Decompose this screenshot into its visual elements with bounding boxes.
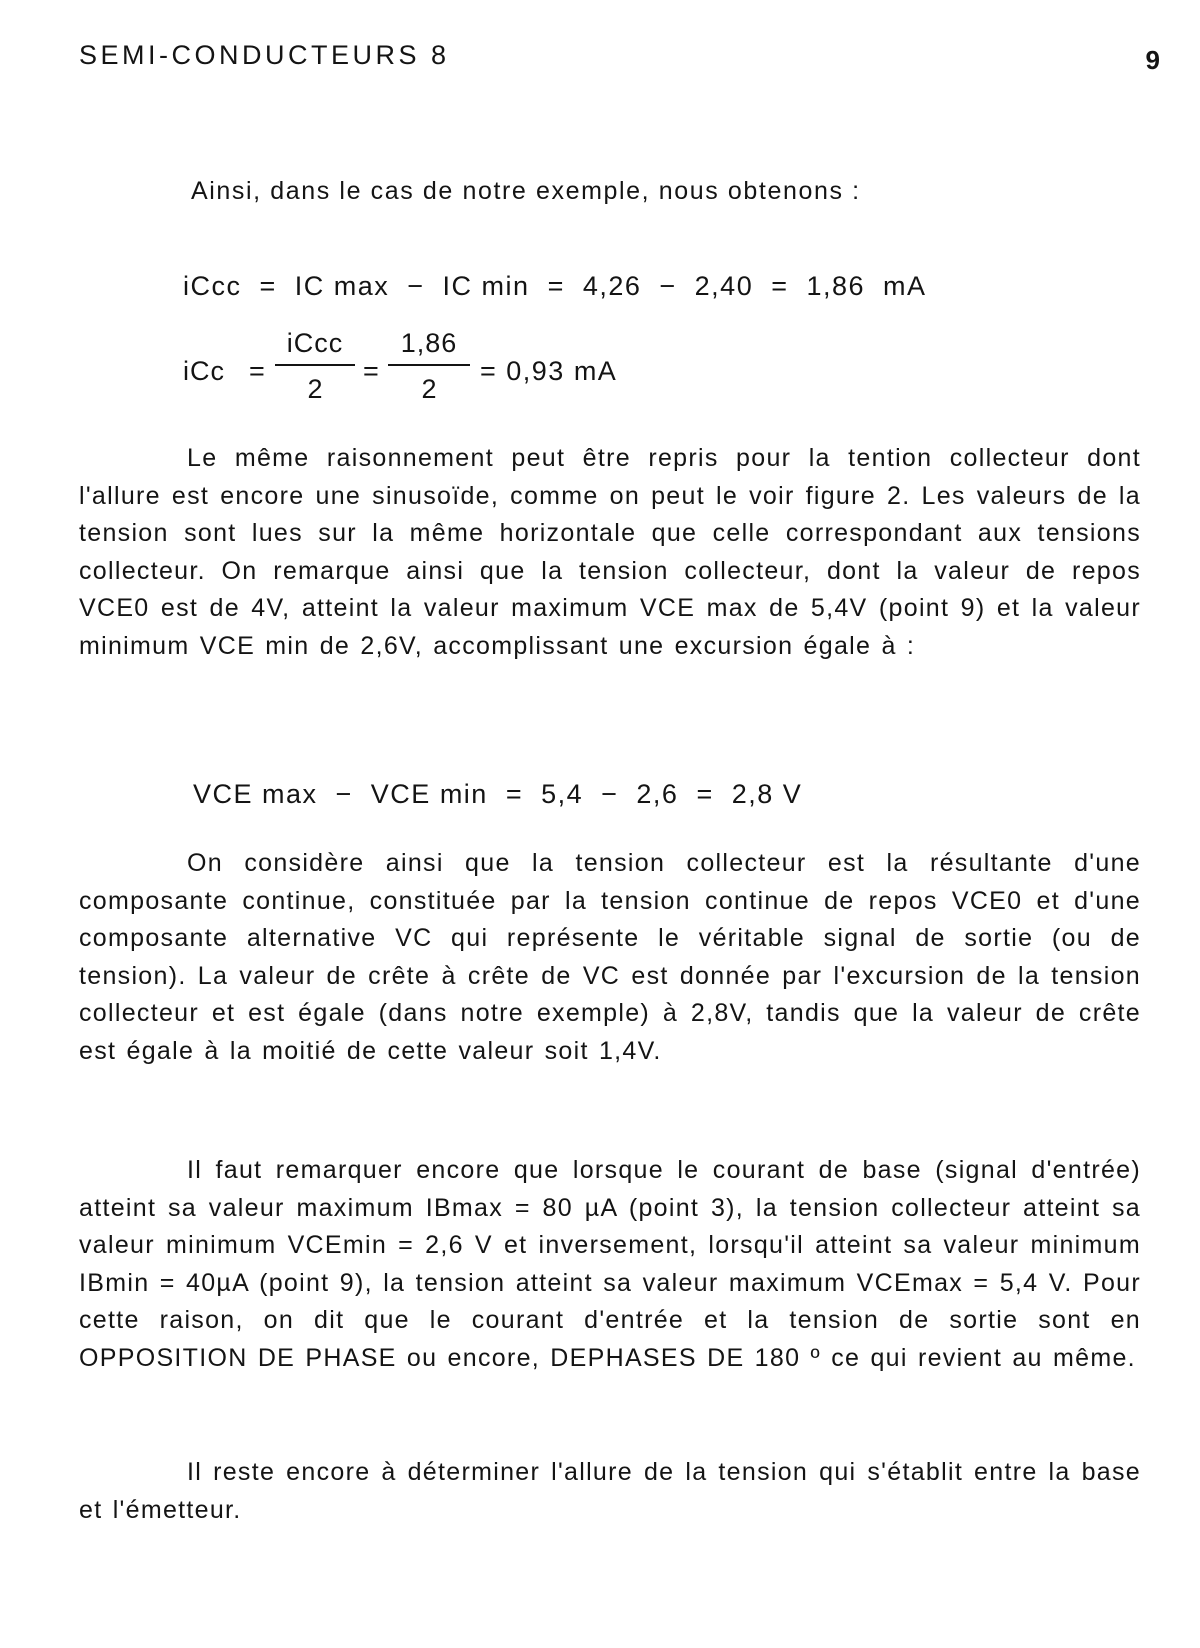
paragraph-text: Le même raisonnement peut être repris pour la tention collecteur dont l'allure est encore une sinusoïde, comme on peut le voir figure 2. Les valeurs de la tension sont lues sur la même horizontale que celle correspondant aux tensions collecteur. On remarque ainsi que la tension collecteur, dont la valeur de repos VCE0 est de 4V, atteint la valeur maximum VCE max de 5,4V (point 9) et la valeur minimum VCE min de 2,6V, accomplissant une excursion égale à : xyxy=(79,444,1141,660)
equation-iccc: iCcc = IC max − IC min = 4,26 − 2,40 = 1,86 mA xyxy=(183,271,927,301)
paragraph-opposition-phase xyxy=(79,1152,1141,1377)
running-header: SEMI-CONDUCTEURS 8 xyxy=(79,40,450,70)
fraction-bar xyxy=(275,364,355,366)
fraction-186-over-2 xyxy=(388,326,470,406)
paragraph-text: On considère ainsi que la tension collecteur est la résultante d'une composante continue, constituée par la tension continue de repos VCE0 et d'une composante alternative VC qui représente le véritable signal de sortie (ou de tension). La valeur de crête à crête de VC est donnée par l'excursion de la tension collecteur et est égale (dans notre exemple) à 2,8V, tandis que la valeur de crête est égale à la moitié de cette valeur soit 1,4V. xyxy=(79,849,1141,1065)
paragraph-composante xyxy=(79,845,1141,1070)
equation-icc-lhs: iCc xyxy=(183,356,225,386)
equation-vce-excursion: VCE max − VCE min = 5,4 − 2,6 = 2,8 V xyxy=(193,779,803,809)
paragraph-tension-collecteur xyxy=(79,440,1141,665)
fraction-bar xyxy=(388,364,470,366)
equation-icc-result: = 0,93 mA xyxy=(480,356,618,386)
fraction-numerator: iCcc xyxy=(286,328,344,358)
fraction-iccc-over-2 xyxy=(275,326,355,406)
paragraph-text: Il faut remarquer encore que lorsque le courant de base (signal d'entrée) atteint sa valeur maximum IBmax = 80 µA (point 3), la tension collecteur atteint sa valeur minimum VCEmin = 2,6 V et inversement, lorsqu'il atteint sa valeur minimum IBmin = 40µA (point 9), la tension atteint sa valeur maximum VCEmax = 5,4 V. Pour cette raison, on dit que le courant d'entrée et la tension de sortie sont en OPPOSITION DE PHASE ou encore, DEPHASES DE 180 º ce qui revient au même. xyxy=(79,1156,1141,1372)
equation-icc xyxy=(183,326,783,416)
paragraph-text: Il reste encore à déterminer l'allure de la tension qui s'établit entre la base et l'émetteur. xyxy=(79,1458,1141,1524)
intro-sentence: Ainsi, dans le cas de notre exemple, nous obtenons : xyxy=(191,177,861,205)
paragraph-base-emetteur xyxy=(79,1454,1141,1529)
equals-sign: = xyxy=(249,356,265,386)
page-number: 9 xyxy=(1145,45,1160,75)
fraction-numerator: 1,86 xyxy=(400,328,458,358)
fraction-denominator: 2 xyxy=(421,374,437,404)
equals-sign: = xyxy=(363,356,379,386)
fraction-denominator: 2 xyxy=(307,374,323,404)
